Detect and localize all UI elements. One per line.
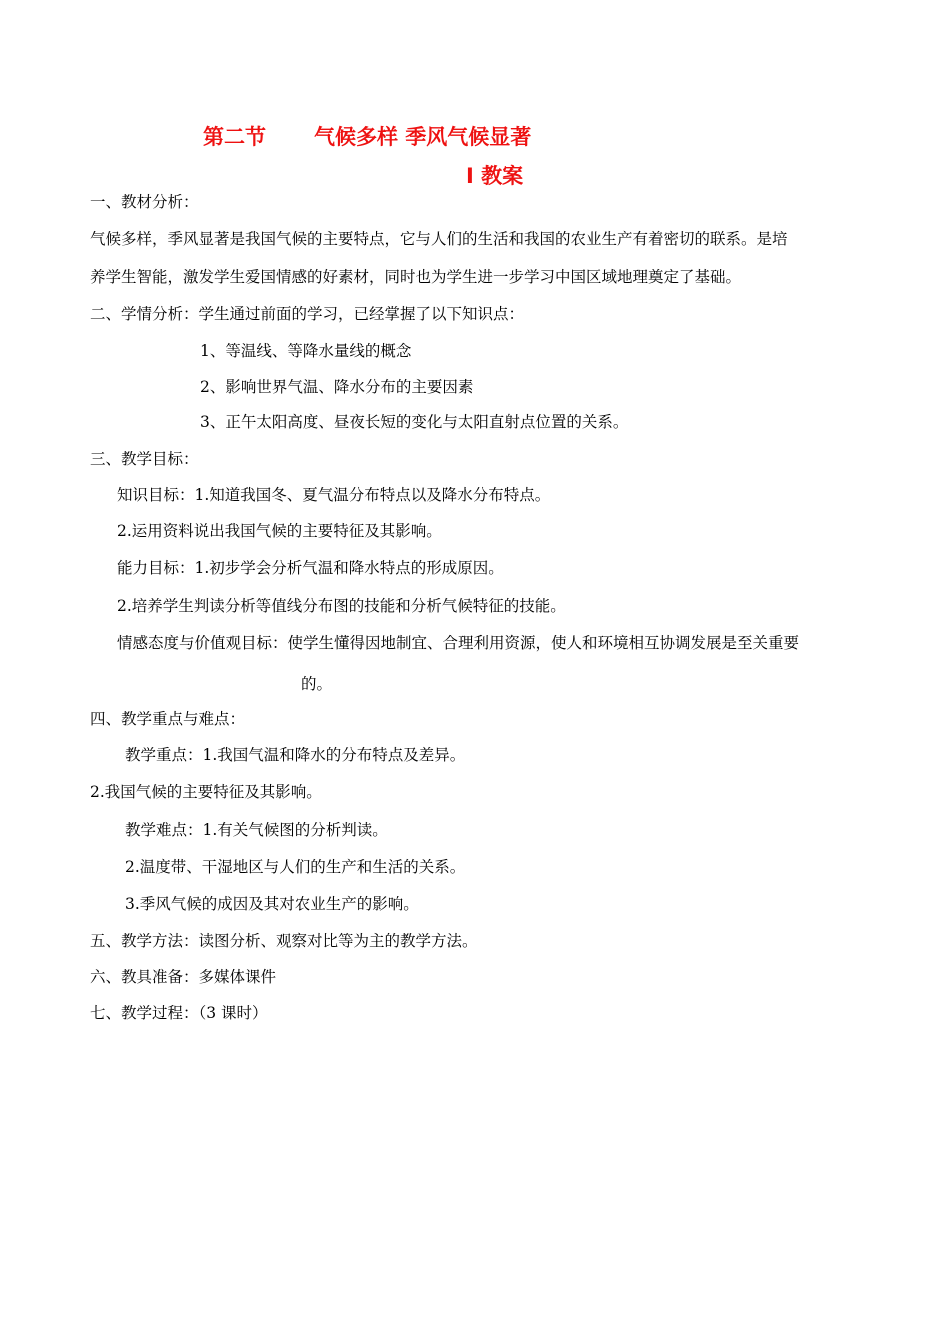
doc-title-section: 第二节 [203,125,266,149]
paragraph-line: 气候多样，季风显著是我国气候的主要特点，它与人们的生活和我国的农业生产有着密切的联系。是培 [90,230,788,248]
objective-line: 知识目标：1.知道我国冬、夏气温分布特点以及降水分布特点。 [117,486,551,504]
section-heading-3: 三、教学目标： [90,450,199,468]
list-item: 1、等温线、等降水量线的概念 [200,342,412,360]
section-heading-7: 七、教学过程：（3 课时） [90,1004,268,1022]
section-heading-4: 四、教学重点与难点： [90,710,246,728]
section-heading-2: 二、学情分析：学生通过前面的学习，已经掌握了以下知识点： [90,305,525,323]
key-point-line: 教学重点：1.我国气温和降水的分布特点及差异。 [125,746,466,764]
objective-line: 2.培养学生判读分析等值线分布图的技能和分析气候特征的技能。 [117,597,566,615]
section-heading-6: 六、教具准备：多媒体课件 [90,968,277,986]
section-heading-5: 五、教学方法：读图分析、观察对比等为主的教学方法。 [90,932,478,950]
key-point-line: 2.我国气候的主要特征及其影响。 [90,783,322,801]
objective-line: 情感态度与价值观目标：使学生懂得因地制宜、合理利用资源，使人和环境相互协调发展是至关重要 [117,634,800,652]
objective-line: 的。 [301,675,333,693]
paragraph-line: 养学生智能，激发学生爱国情感的好素材，同时也为学生进一步学习中国区域地理奠定了基础。 [90,268,742,286]
doc-subtitle: Ⅰ 教案 [466,164,524,188]
objective-line: 2.运用资料说出我国气候的主要特征及其影响。 [117,522,442,540]
difficulty-line: 2.温度带、干湿地区与人们的生产和生活的关系。 [125,858,466,876]
difficulty-line: 3.季风气候的成因及其对农业生产的影响。 [125,895,419,913]
list-item: 3、正午太阳高度、昼夜长短的变化与太阳直射点位置的关系。 [200,413,629,431]
list-item: 2、影响世界气温、降水分布的主要因素 [200,378,474,396]
objective-line: 能力目标：1.初步学会分析气温和降水特点的形成原因。 [117,559,504,577]
doc-title: 气候多样 季风气候显著 [314,125,532,149]
difficulty-line: 教学难点：1.有关气候图的分析判读。 [125,821,388,839]
section-heading-1: 一、教材分析： [90,193,199,211]
